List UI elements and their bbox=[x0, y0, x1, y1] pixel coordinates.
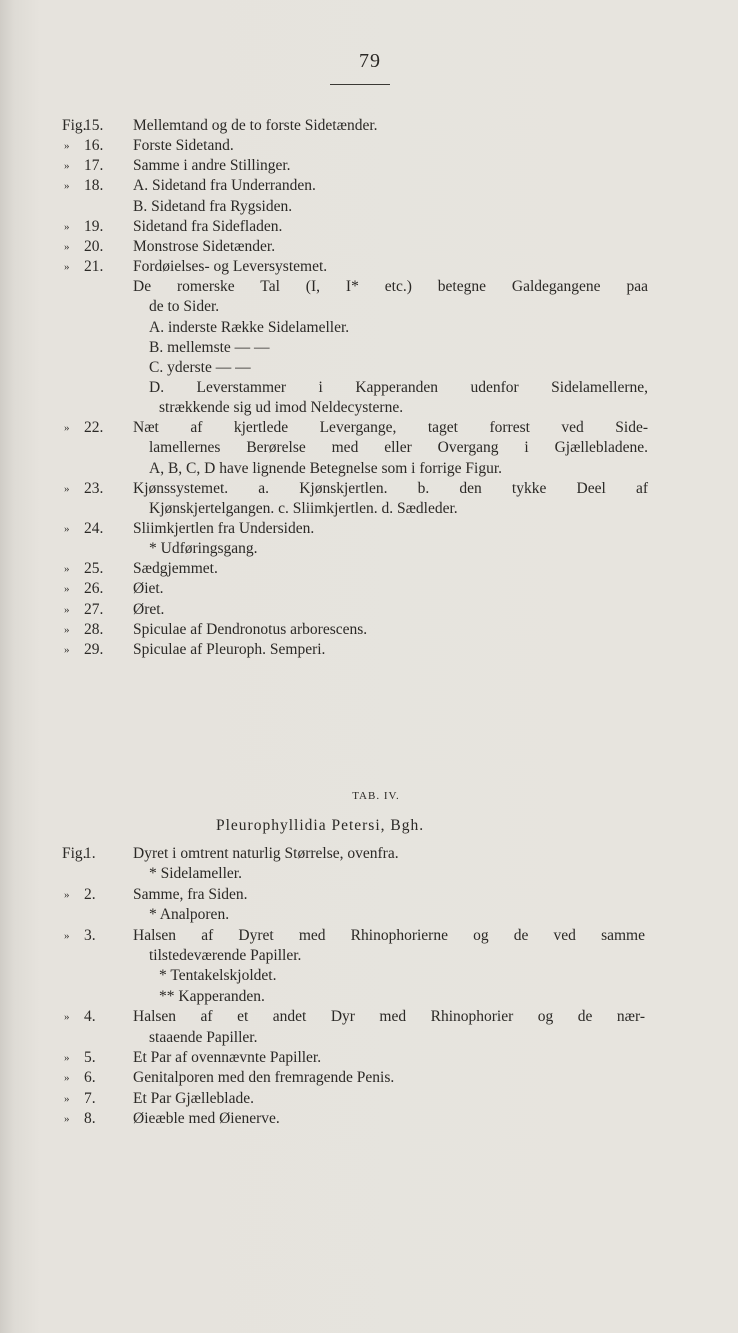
legend-text: Samme, fra Siden. bbox=[133, 885, 248, 903]
legend-text: Øret. bbox=[133, 600, 165, 618]
ditto-mark: » bbox=[64, 888, 70, 901]
figure-number: 16. bbox=[84, 137, 104, 155]
figure-number: 6. bbox=[84, 1069, 96, 1087]
legend-text: Sidetand fra Sidefladen. bbox=[133, 217, 283, 235]
legend-text: Mellemtand og de to forste Sidetænder. bbox=[133, 117, 378, 134]
ditto-mark: » bbox=[64, 422, 70, 435]
figure-number: 17. bbox=[84, 157, 104, 175]
legend-text: Fordøielses- og Leversystemet. bbox=[133, 258, 328, 276]
figure-number: 24. bbox=[84, 520, 104, 537]
legend-text: lamellernes Berørelse med eller Overgang i Gjællebladene. bbox=[149, 439, 648, 457]
ditto-mark: » bbox=[64, 643, 70, 656]
figure-number: 21. bbox=[84, 258, 104, 276]
legend-text: strækkende sig ud imod Neldecysterne. bbox=[159, 399, 404, 417]
legend-text: Samme i andre Stillinger. bbox=[133, 157, 291, 175]
legend-text: ** Kapperanden. bbox=[159, 987, 265, 1005]
tab-heading-text: TAB. IV. bbox=[352, 790, 400, 802]
figure-number: 19. bbox=[84, 217, 104, 235]
figure-number: 4. bbox=[84, 1008, 96, 1026]
legend-text: Spiculae af Pleuroph. Semperi. bbox=[133, 640, 326, 658]
ditto-mark: » bbox=[64, 220, 70, 233]
figure-number: 22. bbox=[84, 419, 104, 437]
ditto-mark: » bbox=[64, 563, 70, 576]
figure-number: 5. bbox=[84, 1049, 96, 1066]
legend-text: D. Leverstammer i Kapperanden udenfor Sidelamellerne, bbox=[149, 378, 648, 396]
legend-text: Et Par Gjælleblade. bbox=[133, 1089, 254, 1107]
ditto-mark: » bbox=[64, 523, 70, 535]
legend-text: de to Sider. bbox=[149, 298, 220, 316]
legend-text: B. mellemste — — bbox=[149, 338, 270, 356]
ditto-mark: » bbox=[64, 623, 70, 636]
figure-number: 2. bbox=[84, 885, 96, 903]
figure-number: 1. bbox=[84, 845, 96, 862]
legend-text: B. Sidetand fra Rygsiden. bbox=[133, 197, 293, 215]
legend-text: Sædgjemmet. bbox=[133, 560, 218, 578]
ditto-mark: » bbox=[64, 482, 70, 495]
ditto-mark: » bbox=[64, 603, 70, 616]
legend-text: * Sidelameller. bbox=[149, 865, 242, 883]
legend-text: A. Sidetand fra Underranden. bbox=[133, 177, 316, 195]
legend-text: Øieæble med Øienerve. bbox=[133, 1110, 280, 1128]
figure-number: 27. bbox=[84, 600, 104, 618]
ditto-mark: » bbox=[64, 1092, 70, 1105]
legend-text: A, B, C, D have lignende Betegnelse som i forrige Figur. bbox=[149, 459, 502, 477]
legend-text: A. inderste Række Sidelameller. bbox=[149, 318, 350, 336]
legend-text: * Tentakelskjoldet. bbox=[159, 967, 277, 985]
ditto-mark: » bbox=[64, 240, 70, 253]
figure-number: 7. bbox=[84, 1089, 96, 1107]
legend-text: Halsen af Dyret med Rhinophorierne og de ved samme bbox=[133, 926, 645, 944]
legend-text: Øiet. bbox=[133, 580, 164, 598]
species-heading: Pleurophyllidia Petersi, Bgh. bbox=[216, 817, 425, 834]
legend-text: De romerske Tal (I, I* etc.) betegne Galdegangene paa bbox=[133, 278, 648, 296]
figure-number: 25. bbox=[84, 560, 104, 578]
legend-text: Kjønssystemet. a. Kjønskjertlen. b. den tykke Deel af bbox=[133, 479, 648, 497]
ditto-mark: » bbox=[64, 180, 70, 193]
legend-text: tilstedeværende Papiller. bbox=[149, 947, 302, 964]
legend-text: Dyret i omtrent naturlig Størrelse, ovenfra. bbox=[133, 845, 399, 862]
ditto-mark: » bbox=[64, 583, 70, 596]
ditto-mark: » bbox=[64, 1072, 70, 1085]
legend-text: Næt af kjertlede Levergange, taget forrest ved Side- bbox=[133, 419, 648, 437]
legend-text: Spiculae af Dendronotus arborescens. bbox=[133, 620, 368, 638]
legend-text: Kjønskjertelgangen. c. Sliimkjertlen. d. Sædleder. bbox=[149, 499, 458, 517]
ditto-mark: » bbox=[64, 261, 70, 274]
fig-abbrev: Fig. bbox=[62, 845, 87, 862]
figure-number: 29. bbox=[84, 640, 104, 658]
figure-number: 28. bbox=[84, 620, 104, 638]
figure-number: 3. bbox=[84, 926, 96, 944]
figure-number: 20. bbox=[84, 237, 104, 255]
legend-text: C. yderste — — bbox=[149, 358, 251, 376]
figure-number: 15. bbox=[84, 117, 104, 134]
ditto-mark: » bbox=[64, 1052, 70, 1064]
ditto-mark: » bbox=[64, 1113, 70, 1126]
legend-text: * Udføringsgang. bbox=[149, 540, 258, 558]
legend-text: Monstrose Sidetænder. bbox=[133, 237, 276, 255]
page-number-rule bbox=[330, 84, 390, 85]
legend-text: Forste Sidetand. bbox=[133, 137, 234, 155]
legend-text: Sliimkjertlen fra Undersiden. bbox=[133, 520, 315, 537]
figure-number: 26. bbox=[84, 580, 104, 598]
figure-number: 23. bbox=[84, 479, 104, 497]
ditto-mark: » bbox=[64, 140, 70, 153]
ditto-mark: » bbox=[64, 929, 70, 942]
legend-text: staaende Papiller. bbox=[149, 1028, 258, 1046]
tab-heading bbox=[0, 790, 738, 802]
legend-text: Genitalporen med den fremragende Penis. bbox=[133, 1069, 395, 1087]
ditto-mark: » bbox=[64, 1011, 70, 1024]
legend-text: Et Par af ovennævnte Papiller. bbox=[133, 1049, 322, 1066]
figure-number: 8. bbox=[84, 1110, 96, 1128]
ditto-mark: » bbox=[64, 160, 70, 173]
legend-text: * Analporen. bbox=[149, 906, 230, 924]
figure-number: 18. bbox=[84, 177, 104, 195]
legend-text: Halsen af et andet Dyr med Rhinophorier og de nær- bbox=[133, 1008, 645, 1026]
fig-abbrev: Fig. bbox=[62, 117, 87, 134]
page-number: 79 bbox=[359, 50, 381, 72]
